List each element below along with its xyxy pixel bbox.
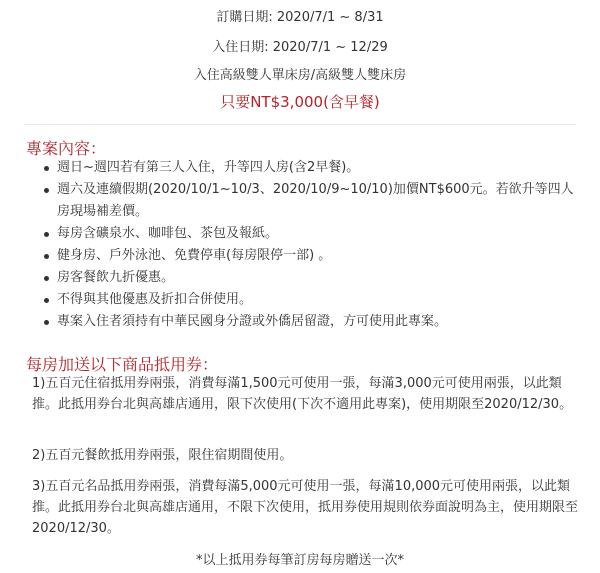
list-item: 每房含礦泉水、咖啡包、茶包及報紙。 [57,223,577,245]
purchase-date: 訂購日期: 2020/7/1 ~ 8/31 [216,10,384,25]
voucher-item-lodging: 1)五百元住宿抵用券兩張，消費每滿1,500元可使用一張，每滿3,000元可使用兩張，以此類推。此抵用券台北與高雄店通用，限下次使用(下次不適用此專案)，使用期限至2020/12/30。 [32,376,573,412]
list-item: 健身房、戶外泳池、免費停車(每房限停一部) 。 [57,245,577,267]
plan-title: 專案內容： [26,139,107,158]
divider [24,124,576,125]
room-types: 入住高級雙人單床房/高級雙人雙床房 [193,68,407,83]
price-highlight: 只要NT$3,000(含早餐) [220,93,380,111]
voucher-note: *以上抵用券每筆訂房每房贈送一次* [195,553,404,568]
plan-list [0,157,577,333]
list-item: 專案入住者須持有中華民國身分證或外僑居留證，方可使用此專案。 [57,311,577,333]
list-item: 週日~週四若有第三人入住，升等四人房(含2早餐)。 [57,157,577,179]
list-item: 不得與其他優惠及折扣合併使用。 [57,289,577,311]
voucher-title: 每房加送以下商品抵用券： [26,355,219,374]
voucher-item-brand: 3)五百元名品抵用券兩張，消費每滿5,000元可使用一張，每滿10,000元可使用兩張，以此類推。此抵用券台北與高雄店通用，不限下次使用，抵用券使用規則依券面說明為主，使用期限至2020/12/30。 [32,479,579,536]
list-item: 房客餐飲九折優惠。 [57,267,577,289]
list-item: 週六及連續假期(2020/10/1~10/3、2020/10/9~10/10)加價NT$600元。若欲升等四人房現場補差價。 [57,179,577,223]
voucher-item-dining: 2)五百元餐飲抵用券兩張，限住宿期間使用。 [32,448,293,463]
stay-date: 入住日期: 2020/7/1 ~ 12/29 [212,40,388,55]
